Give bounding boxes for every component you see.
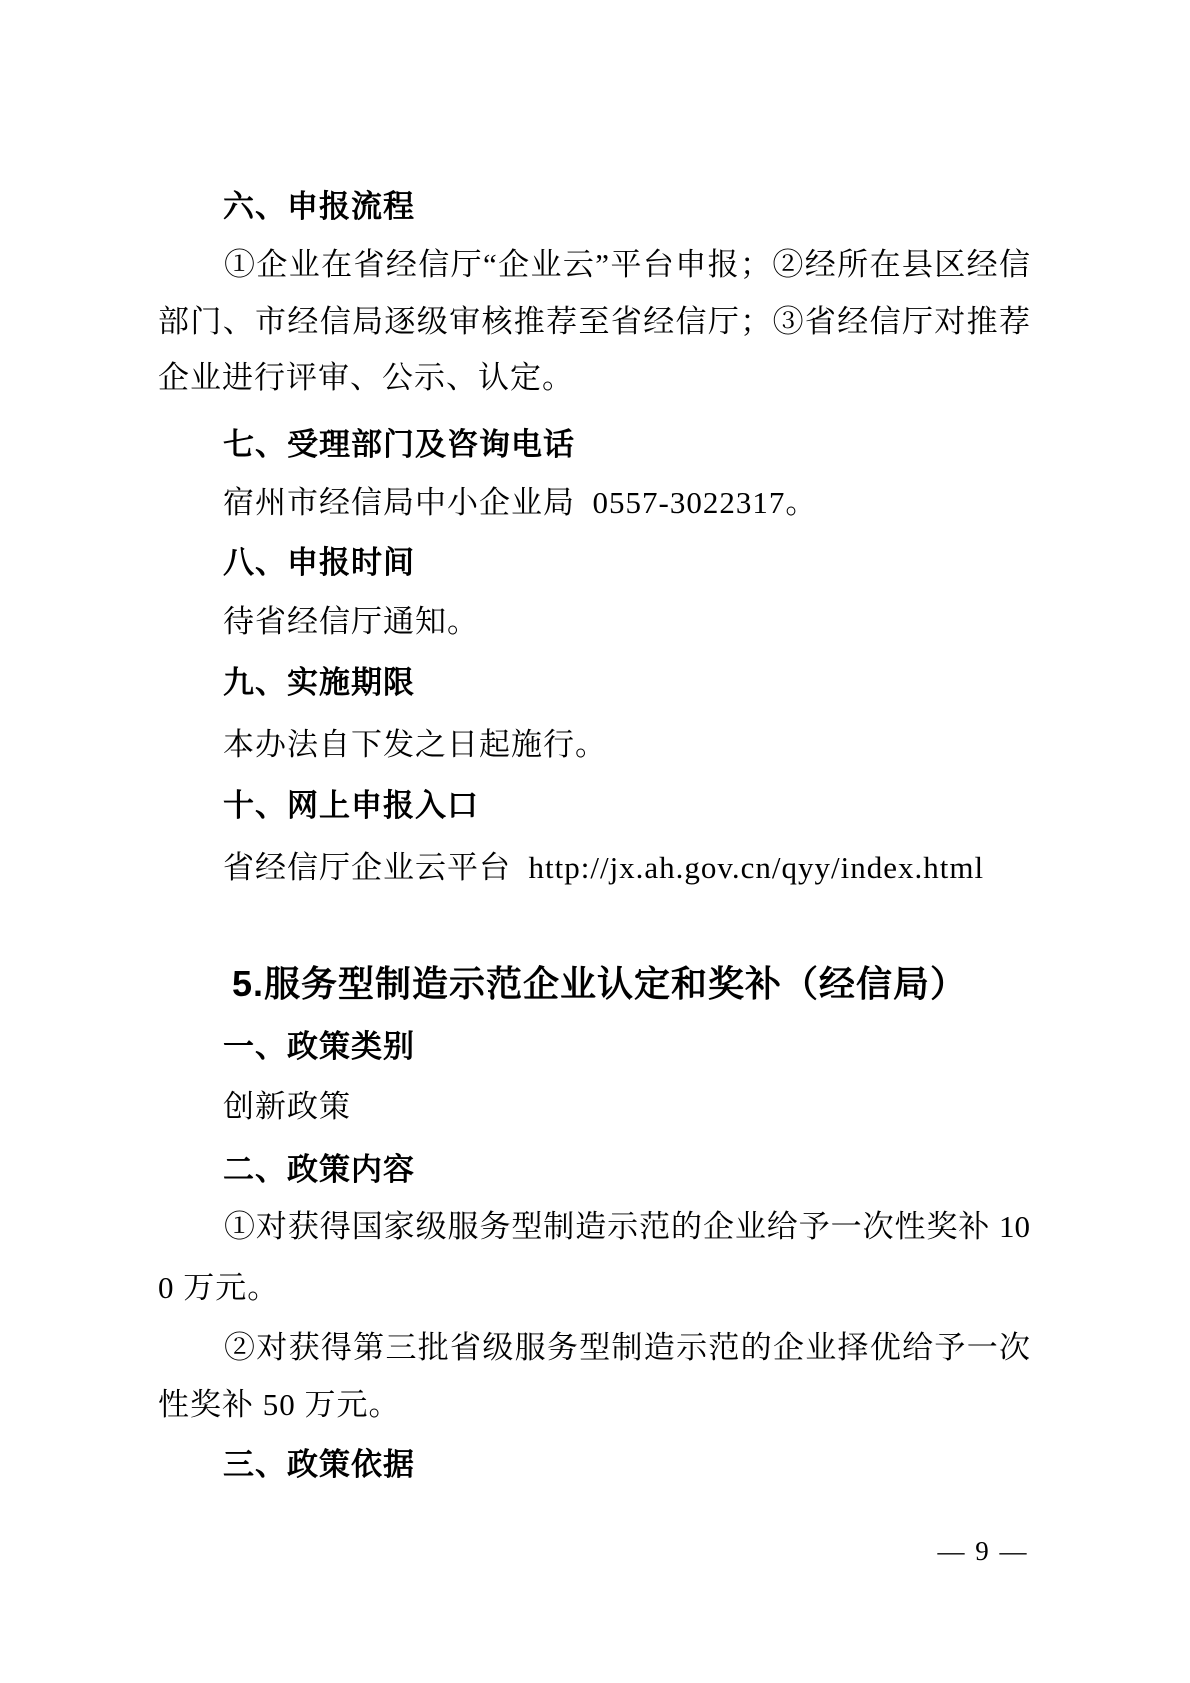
- section-heading-1: 一、政策类别: [223, 1029, 415, 1064]
- paragraph-line: 待省经信厅通知。: [223, 604, 479, 639]
- section-heading-3: 三、政策依据: [223, 1447, 415, 1482]
- paragraph-line-url: 省经信厅企业云平台 http://jx.ah.gov.cn/qyy/index.html: [223, 850, 985, 885]
- paragraph-line: 性奖补 50 万元。: [158, 1387, 401, 1422]
- paragraph-line: 创新政策: [223, 1089, 351, 1124]
- section-heading-8: 八、申报时间: [223, 545, 415, 580]
- paragraph-line: 0 万元。: [158, 1270, 280, 1305]
- paragraph-line: 部门、市经信局逐级审核推荐至省经信厅；③省经信厅对推荐: [158, 304, 1030, 339]
- paragraph-line: ②对获得第三批省级服务型制造示范的企业择优给予一次: [224, 1330, 1030, 1365]
- paragraph-line: 本办法自下发之日起施行。: [223, 727, 607, 762]
- section-heading-6: 六、申报流程: [223, 189, 415, 224]
- section-heading-7: 七、受理部门及咨询电话: [223, 427, 575, 462]
- chapter-title: 5.服务型制造示范企业认定和奖补（经信局）: [232, 963, 968, 1004]
- paragraph-line: ①对获得国家级服务型制造示范的企业给予一次性奖补 10: [224, 1209, 1030, 1244]
- section-heading-10: 十、网上申报入口: [223, 788, 479, 823]
- section-heading-2: 二、政策内容: [223, 1152, 415, 1187]
- paragraph-line: 企业进行评审、公示、认定。: [158, 360, 574, 395]
- paragraph-line: 宿州市经信局中小企业局 0557-3022317。: [223, 485, 818, 520]
- section-heading-9: 九、实施期限: [223, 665, 415, 700]
- page-number: — 9 —: [937, 1536, 1029, 1566]
- paragraph-line: ①企业在省经信厅“企业云”平台申报；②经所在县区经信: [224, 247, 1030, 282]
